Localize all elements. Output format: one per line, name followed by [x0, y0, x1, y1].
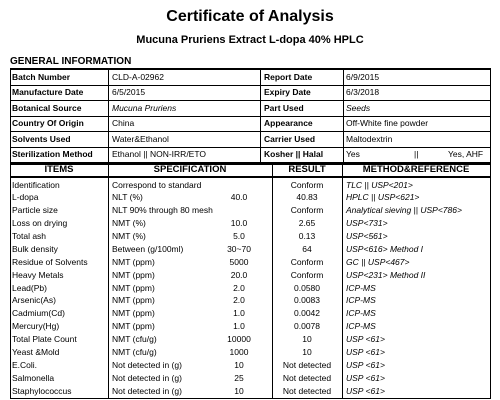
spec-row-result: Conform	[290, 205, 324, 216]
spec-row-spec-value: 5.0	[233, 231, 245, 242]
general-info-value: 6/5/2015	[112, 87, 146, 97]
page-title: Certificate of Analysis	[166, 8, 334, 25]
spec-row-method: ICP-MS	[346, 295, 376, 306]
spec-row-result: 10	[302, 346, 312, 357]
spec-row-spec: Not detected in (g)	[112, 372, 182, 383]
spec-row-method: USP <61>	[346, 372, 385, 383]
spec-row-result: 0.13	[298, 231, 316, 242]
spec-row-item: Particle size	[12, 205, 58, 216]
spec-row-item: E.Coli.	[12, 359, 38, 370]
spec-row-item: Total Plate Count	[12, 334, 77, 345]
spec-row-item: Yeast &Mold	[12, 346, 60, 357]
general-info-value: Off-White fine powder	[346, 118, 429, 128]
spec-row-spec-value: 40.0	[230, 192, 248, 203]
spec-row-item: Mercury(Hg)	[12, 321, 60, 332]
spec-row-method: USP <61>	[346, 346, 385, 357]
spec-row-spec: Not detected in (g)	[112, 385, 182, 396]
spec-row-spec-value: 20.0	[230, 269, 248, 280]
general-info-label: Report Date	[264, 71, 313, 82]
spec-row-spec: NMT (ppm)	[112, 308, 155, 319]
spec-row-item: Cadmium(Cd)	[12, 308, 65, 319]
general-info-column-rule	[343, 69, 344, 162]
spec-row-spec-value: 25	[234, 372, 244, 383]
spec-row-spec: NMT (ppm)	[112, 269, 155, 280]
spec-row-spec: NMT (%)	[112, 218, 146, 229]
spec-row-result: 0.0042	[294, 308, 320, 319]
general-info-label: Appearance	[264, 118, 313, 128]
spec-row-method: USP<616> Method I	[346, 243, 424, 254]
spec-header-items: ITEMS	[44, 164, 74, 175]
spec-row-spec-value: 5000	[229, 256, 249, 267]
spec-bottom-rule	[10, 398, 491, 399]
spec-row-result: 0.0078	[294, 321, 320, 332]
general-info-row-rule	[10, 131, 491, 132]
spec-row-result: 2.65	[298, 218, 316, 229]
spec-row-spec-value: 10	[234, 385, 244, 396]
general-info-value: Mucuna Pruriens	[112, 102, 177, 113]
general-info-value: 6/9/2015	[346, 71, 380, 82]
spec-row-result: Conform	[290, 269, 324, 280]
spec-row-spec: NLT 90% through 80 mesh	[112, 205, 213, 216]
general-info-label: Botanical Source	[12, 102, 82, 113]
spec-row-item: Salmonella	[12, 372, 55, 383]
general-info-label: Carrier Used	[264, 133, 316, 144]
spec-row-result: Not detected	[282, 372, 332, 383]
spec-column-rule	[108, 163, 109, 398]
spec-row-result: 0.0580	[294, 282, 320, 293]
spec-row-result: 64	[302, 243, 312, 254]
spec-row-method: USP <61>	[346, 334, 385, 345]
spec-row-spec: NMT (%)	[112, 231, 146, 242]
page-subtitle: Mucuna Pruriens Extract L-dopa 40% HPLC	[136, 34, 364, 46]
spec-header-specification: SPECIFICATION	[153, 164, 227, 175]
spec-row-spec-value: 1.0	[233, 321, 245, 332]
section-heading-general-information: GENERAL INFORMATION	[10, 56, 132, 67]
general-info-column-rule	[10, 69, 11, 162]
general-info-value: Yes	[346, 149, 360, 159]
spec-row-item: Loss on drying	[12, 218, 68, 229]
spec-row-method: USP <61>	[346, 385, 385, 396]
spec-header-bottom-rule	[10, 176, 491, 178]
general-info-label: Manufacture Date	[12, 87, 84, 97]
general-info-value-extra: Yes, AHF	[448, 149, 484, 159]
general-info-value: Water&Ethanol	[112, 133, 169, 144]
spec-row-result: 10	[302, 334, 312, 345]
spec-row-method: GC || USP<467>	[346, 256, 410, 267]
general-info-label: Expiry Date	[264, 87, 311, 97]
spec-row-spec-value: 30~70	[227, 243, 251, 254]
spec-row-spec-value: 10	[234, 359, 244, 370]
spec-row-method: Analytical sieving || USP<786>	[346, 205, 462, 216]
spec-row-spec-value: 10.0	[230, 218, 248, 229]
general-info-column-rule	[260, 69, 261, 162]
general-info-value: Maltodextrin	[346, 133, 393, 144]
spec-row-spec-value: 1000	[229, 346, 249, 357]
spec-row-spec: NLT (%)	[112, 192, 143, 203]
spec-header-result: RESULT	[288, 164, 326, 175]
spec-row-result: Conform	[290, 256, 324, 267]
general-info-label: Part Used	[264, 102, 304, 113]
spec-row-spec: NMT (cfu/g)	[112, 346, 157, 357]
spec-row-spec: Correspond to standard	[112, 179, 202, 190]
spec-row-spec: Between (g/100ml)	[112, 243, 184, 254]
general-info-value-separator: ||	[414, 149, 419, 159]
spec-column-rule	[490, 163, 491, 398]
spec-row-item: Total ash	[12, 231, 47, 242]
spec-row-method: USP<561>	[346, 231, 388, 242]
spec-row-method: ICP-MS	[346, 282, 376, 293]
spec-column-rule	[342, 163, 343, 398]
spec-column-rule	[10, 163, 11, 398]
spec-row-item: Lead(Pb)	[12, 282, 47, 293]
spec-row-spec-value: 10000	[227, 334, 251, 345]
spec-row-item: Staphylococcus	[12, 385, 72, 396]
spec-row-method: TLC || USP<201>	[346, 179, 413, 190]
spec-row-spec: NMT (ppm)	[112, 321, 155, 332]
spec-row-spec-value: 1.0	[233, 308, 245, 319]
general-info-label: Batch Number	[12, 71, 71, 82]
general-info-value: 6/3/2018	[346, 87, 380, 97]
spec-header-method: METHOD&REFERENCE	[362, 164, 470, 175]
spec-row-method: HPLC || USP<621>	[346, 192, 420, 203]
spec-row-spec: NMT (ppm)	[112, 295, 155, 306]
general-info-label: Country Of Origin	[12, 118, 84, 128]
general-info-label: Solvents Used	[12, 133, 71, 144]
spec-row-result: Not detected	[282, 359, 332, 370]
spec-row-spec: NMT (ppm)	[112, 256, 155, 267]
spec-row-item: Residue of Solvents	[12, 256, 88, 267]
spec-row-method: USP<731>	[346, 218, 388, 229]
general-info-value: China	[112, 118, 135, 128]
general-info-value: Seeds	[346, 102, 371, 113]
general-info-value: CLD-A-02962	[112, 71, 164, 82]
spec-row-spec: NMT (ppm)	[112, 282, 155, 293]
spec-row-method: USP<231> Method II	[346, 269, 426, 280]
spec-row-result: 0.0083	[294, 295, 320, 306]
spec-row-item: Arsenic(As)	[12, 295, 56, 306]
general-info-label: Sterilization Method	[12, 149, 93, 159]
general-info-top-rule	[10, 68, 491, 70]
spec-row-item: Identification	[12, 179, 60, 190]
spec-row-item: Bulk density	[12, 243, 58, 254]
spec-row-spec: NMT (cfu/g)	[112, 334, 157, 345]
spec-row-method: ICP-MS	[346, 321, 376, 332]
spec-row-item: L-dopa	[12, 192, 39, 203]
spec-row-method: USP <61>	[346, 359, 385, 370]
spec-row-result: Not detected	[282, 385, 332, 396]
spec-row-method: ICP-MS	[346, 308, 376, 319]
general-info-column-rule	[490, 69, 491, 162]
spec-row-result: 40.83	[296, 192, 318, 203]
spec-row-spec-value: 2.0	[233, 295, 245, 306]
spec-row-spec-value: 2.0	[233, 282, 245, 293]
general-info-column-rule	[108, 69, 109, 162]
spec-row-item: Heavy Metals	[12, 269, 64, 280]
spec-row-spec: Not detected in (g)	[112, 359, 182, 370]
general-info-value: Ethanol || NON-IRR/ETO	[112, 149, 207, 159]
spec-row-result: Conform	[290, 179, 324, 190]
general-info-label: Kosher || Halal	[264, 149, 324, 159]
general-info-row-rule	[10, 100, 491, 101]
spec-column-rule	[272, 163, 273, 398]
